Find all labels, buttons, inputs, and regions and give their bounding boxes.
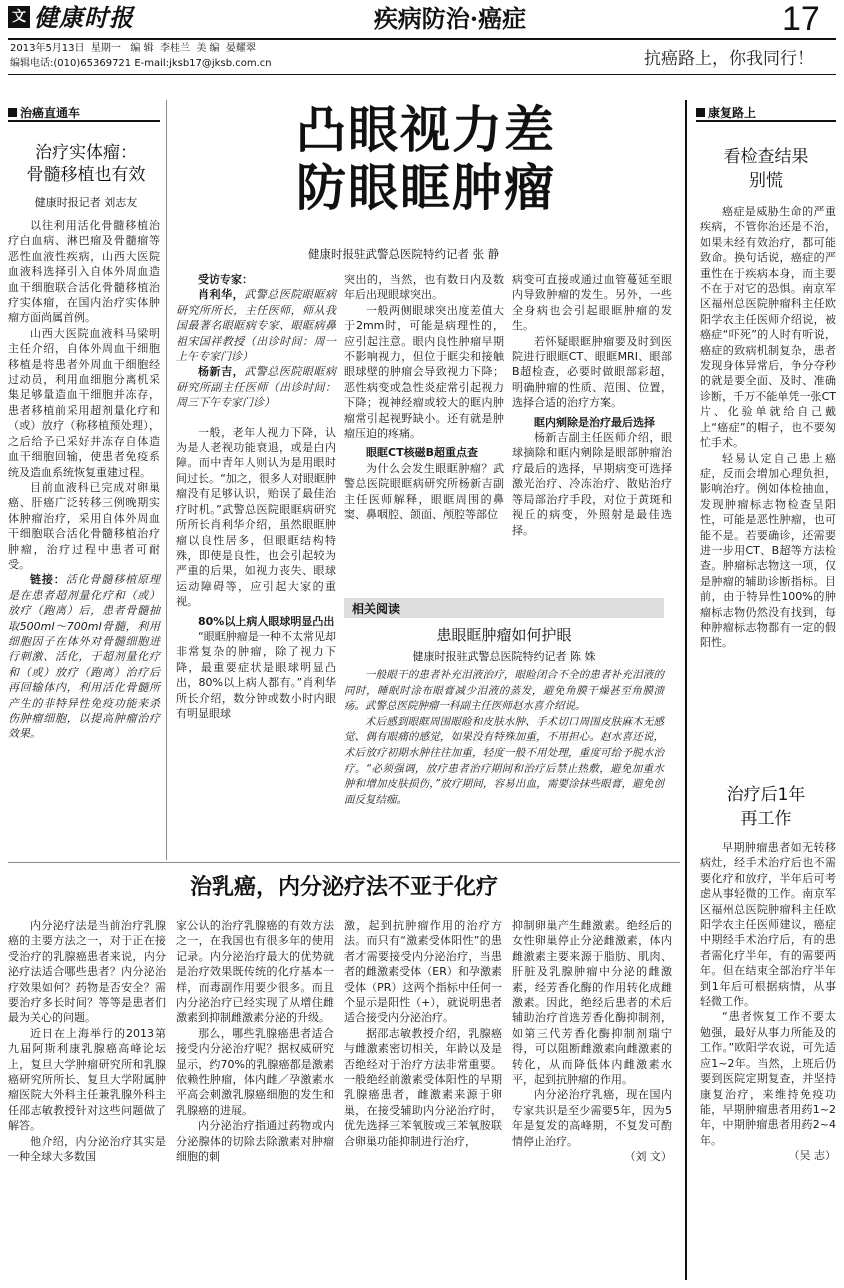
slogan: 抗癌路上，你我同行！ [644,49,814,69]
right-headline-1b: 别慌 [749,171,783,191]
right-paragraph: 早期肿瘤患者如无转移病灶，经手术治疗后也不需要化疗和放疗，半年后可考虑从事轻微的工作。南京军区福州总医院肿瘤科主任欧阳学农主任医师建议，癌症中期经手术治疗后，有的患者需化疗半年，有的需要两年。但在结束全部治疗半年到1年后可根据病情，从事轻微工作。 [700,841,836,1009]
right-paragraph: 癌症是威胁生命的严重疾病，不管你治还是不治，如果未经有效治疗，都可能致命。换句话说，癌症的严重性在于疾病本身，而主要不在于对它的恐惧。南京军区福州总医院肿瘤科主任欧阳学农主任医师介绍说，被癌症“吓死”的人时有听说，癌症的致病机制复杂，患者发现身体异常后，争分夺秒的就是要全面、及时、准确诊断，千万不能单凭一张CT片、化验单就给自己戴上“癌症”的帽子，也不要匆忙手术。 [700,205,836,450]
contact-line: 编辑电话:(010)65369721 E-mail:jksb17@jksb.com.cn [10,58,272,69]
main-column-1 [176,272,336,721]
main-headline-2: 防眼眶肿瘤 [296,158,556,217]
main-byline: 健康时报驻武警总医院特约记者 张 静 [308,247,500,261]
expert-2: 杨新吉，武警总医院眼眶病研究所副主任医师（出诊时间：周三下午专家门诊） [176,365,337,410]
bottom-byline: （刘 文） [624,1150,672,1164]
left-byline: 健康时报记者 刘志友 [34,196,138,209]
bottom-column-4 [512,918,672,1165]
main-paragraph: 杨新吉副主任医师介绍，眼球摘除和眶内剜除是眼部肿瘤治疗最后的选择，早期病变可选择激光治疗、冷冻治疗、散贴治疗等局部治疗手段，对位于黄斑和视丘的病变，外照射是最佳选择。 [512,431,672,537]
section-label-right: 康复路上 [696,104,756,121]
column-divider-right [685,100,687,1280]
date-line: 2013年5月13日 星期一 编 辑 李桂兰 美 编 晏耀翠 [10,43,256,54]
expert-1: 肖利华，武警总医院眼眶病研究所所长，主任医师，师从我国最著名眼眶病专家、眼眶病鼻祖宋国祥教授（出诊时间：周一上午专家门诊） [176,288,337,364]
left-body [8,218,160,742]
right-paragraph: “患者恢复工作不要太勉强，最好从事力所能及的工作。”欧阳学农说，可先适应1~2年。当然，上班后仍要到医院定期复查，并坚持康复治疗，来维持免疫功能，早期肿瘤患者用药1~2年，中期肿瘤患者用药2~4年。 [700,1010,836,1147]
bottom-column-2 [176,918,334,1165]
bottom-column-1 [8,918,166,1165]
bottom-paragraph: 据邵志敏教授介绍，乳腺癌与雌激素密切相关，年龄以及是否绝经对于治疗方法非常重要。一般绝经前激素受体阳性的早期乳腺癌患者，雌激素来源于卵巢，在接受辅助内分泌治疗时，优先选择三苯氧胺或三苯氧胺联合卵巢功能抑制进行治疗， [344,1026,502,1148]
related-paragraph: 一般眼干的患者补充泪液治疗，眼睑闭合不全的患者补充泪液的同时，睡眠时涂布眼膏减少泪液的蒸发，避免角膜干燥甚至角膜溃疡。武警总医院肿瘤一科副主任医师赵水喜介绍说。 [344,669,664,713]
right-body-2 [700,840,836,1164]
masthead-rule-top [8,38,836,40]
main-paragraph: “眼眶肿瘤是一种不太常见却非常复杂的肿瘤，除了视力下降，最重要症状是眼球明显凸出，80%以上病人都有。”肖利华所长介绍，数分钟或数小时内眼有明显眼球 [176,629,336,720]
left-headline-1: 治疗实体瘤： [35,143,137,163]
right-paragraph: 轻易认定自己患上癌症，反而会增加心理负担，影响治疗。例如体检抽血，发现肿瘤标志物检查呈阳性，可能是恶性肿瘤，也可能不是。若要确诊，还需要进一步用CT、B超等方法检查。肿瘤标志物这一项，仅是肿瘤的辅助诊断指标。目前，由于特异性100%的肿瘤标志物仍然没有找到，每种肿瘤标志物都有一定的假阳性。 [700,451,836,650]
bottom-paragraph: 内分泌疗法是当前治疗乳腺癌的主要方法之一，对于正在接受治疗的乳腺癌患者来说，内分泌疗法适合哪些患者？内分泌治疗效果如何？药物是否安全？需要治疗多长时间？等等是患者们最为关心的问题。 [8,919,166,1025]
right-headline-2a: 治疗后1年 [726,785,806,805]
related-label: 相关阅读 [352,602,401,616]
bottom-paragraph: 内分泌治疗指通过药物或内分泌腺体的切除去除激素对肿瘤细胞的刺 [176,1119,334,1164]
bottom-headline: 治乳癌，内分泌疗法不亚于化疗 [189,874,498,900]
right-headline-2b: 再工作 [740,809,792,829]
bottom-paragraph: 近日在上海举行的2013第九届阿斯利康乳腺癌高峰论坛上，复旦大学肿瘤研究所和乳腺癌研究所所长、复旦大学附属肿瘤医院大外科主任兼乳腺外科主任邵志敏教授针对这些问题做了解答。 [8,1026,166,1133]
sub-head-3: 眶内剜除是治疗最后选择 [534,415,655,429]
bottom-paragraph: 那么，哪些乳腺癌患者适合接受内分泌治疗呢？据权威研究显示，约70%的乳腺癌都是激素依赖性肿瘤，体内雌／孕激素水平高会刺激乳腺癌细胞的发生和乳腺癌的进展。 [176,1026,334,1117]
main-column-3 [512,272,672,538]
right-body-1 [700,204,836,651]
main-paragraph: 一般，老年人视力下降，认为是人老视功能衰退，或是白内障。而中青年人则认为是用眼时间过长。“加之，很多人对眼眶肿瘤没有足够认识，贻误了最佳治疗时机。”武警总医院眼眶病研究所所长肖利华介绍，虽然眼眶肿瘤以良性居多，但眼眶结构特殊，即使是良性，也会引起较为严重的后果，如视力丧失、眼球运动障碍等，应引起大家的重视。 [176,425,336,609]
section-title: 疾病防治·癌症 [373,4,527,33]
experts-title: 受访专家： [198,273,253,286]
main-paragraph: 为什么会发生眼眶肿瘤？武警总医院眼眶病研究所杨新吉副主任医师解释，眼眶周围的鼻窦、鼻咽腔、颌面、颅腔等部位 [344,461,504,522]
left-paragraph: 山西大医院血液科马梁明主任介绍，自体外周血干细胞移植是将患者外周血干细胞经过动员，利用血细胞分离机采集足够量造血干细胞并冻存，患者移植前采用超剂量化疗和（或）放疗（称移植预处理），之后给予已采好并冻存自体造血干细胞回输，使患者免疫系统及造血系统恢复重建过程。 [8,326,160,479]
logo-mark-icon: 文 [8,6,30,28]
related-label-bar [344,598,664,618]
square-bullet-icon [8,108,17,117]
bottom-column-3 [344,918,502,1149]
related-body [344,668,664,808]
section-rule-right [696,120,836,122]
sub-head-1: 80%以上病人眼球明显凸出 [198,614,335,628]
main-paragraph: 病变可直接或通过血管蔓延至眼内导致肿瘤的发生。另外，一些全身病也会引起眼眶肿瘤的发生。 [512,273,672,333]
main-paragraph: 若怀疑眼眶肿瘤要及时到医院进行眼眶CT、眼眶MRI、眼部B超检查，必要时做眼部彩超，明确肿瘤的性质、范围、位置，选择合适的治疗方案。 [512,334,672,410]
bottom-paragraph: 抑制卵巢产生雌激素。绝经后的女性卵巢停止分泌雌激素，体内雌激素主要来源于脂肪、肌肉、肝脏及乳腺肿瘤中分泌的雌激素，经芳香化酶的作用转化成雌激素。因此，绝经后患者的术后辅助治疗首选芳香化酶抑制剂，如第三代芳香化酶抑制剂瑞宁得，可以阻断雌激素向雌激素的转化，从而降低体内雌激素水平，起到抗肿瘤的作用。 [512,919,672,1087]
left-link: 链接：活化骨髓移植原理是在患者超剂量化疗和（或）放疗（跑离）后，患者骨髓抽取500ml～700ml骨髓，利用细胞因子在体外对骨髓细胞进行刺激、活化，于超剂量化疗和（或）放疗（跑离）治疗后再回输体内，利用活化骨髓所产生的非特异性免疫功能来杀伤肿瘤细胞，以提高肿瘤治疗效果。 [8,573,161,741]
main-headline-1: 凸眼视力差 [296,100,556,159]
column-divider-left [166,100,167,860]
right-byline: （吴 志） [788,1149,836,1163]
newspaper-logo: 健康时报 [34,3,134,32]
masthead-rule-bottom [8,74,836,75]
square-bullet-icon [696,108,705,117]
bottom-story-rule [8,862,680,863]
sub-head-2: 眼眶CT核磁B超重点查 [366,446,478,460]
bottom-paragraph: 他介绍，内分泌治疗其实是一种全球大多数国 [8,1134,166,1164]
bottom-paragraph: 内分泌治疗乳癌，现在国内专家共识是至少需要5年，因为5年是复发的高峰期，不复发可酌情停止治疗。 [512,1088,672,1148]
section-rule-left [8,120,160,122]
related-headline: 患眼眶肿瘤如何护眼 [436,626,572,644]
bottom-paragraph: 激，起到抗肿瘤作用的治疗方法。而只有“激素受体阳性”的患者才需要接受内分泌治疗，当患者的雌激素受体（ER）和孕激素受体（PR）这两个指标中任何一个显示是阳性（+），就说明患者适合接受内分泌治疗。 [344,919,502,1025]
main-column-2 [344,272,504,523]
section-label-left: 治癌直通车 [8,104,80,121]
right-headline-1a: 看检查结果 [723,147,809,167]
left-paragraph: 以往利用活化骨髓移植治疗白血病、淋巴瘤及骨髓瘤等恶性血液性疾病，山西大医院血液科选择引入自体外周血造血干细胞联合活化骨髓移植治疗实体瘤，在国内治疗实体肿瘤方面尚属首例。 [8,219,160,325]
page-number: 17 [782,0,820,38]
bottom-paragraph: 家公认的治疗乳腺癌的有效方法之一，在我国也有很多年的使用记录。内分泌治疗最大的优势就是治疗效果既传统的化疗基本一样，而毒副作用要少很多。而且内分泌治疗已经实现了从增住雌激素到抑制雌激素分泌的升级。 [176,919,334,1025]
main-paragraph: 一般两侧眼球突出度差值大于2mm时，可能是病理性的，应引起注意。眼内良性肿瘤早期不影响视力，但位于眶尖和接触眼球壁的肿瘤会导致视力下降；恶性病变或急性炎症常引起视力下降；视神经瘤或较大的眶内肿瘤常引起视野缺小。还有就是肿瘤压迫的疼痛。 [344,303,504,441]
related-paragraph: 术后感到眼眶周围眼睑和皮肤水肿、手术切口周围皮肤麻木无感觉、偶有眼痛的感觉，如果没有特殊加重，不用担心。赵水喜还说，术后放疗初期水肿往往加重，轻度一般不用处理，重度可给予脱水治疗。“必须强调，放疗患者治疗期间和治疗后禁止热敷，避免加重水肿和增加皮肤损伤，”放疗期间，容易出血，需要涂抹些眼膏，避免创面反复结痂。 [344,715,664,806]
left-paragraph: 目前血液科已完成对卵巢癌、肝癌广泛转移三例晚期实体肿瘤治疗，采用自体外周血干细胞联合活化骨髓移植治疗肿瘤，治疗过程中患者可耐受。 [8,480,160,571]
main-paragraph: 突出的，当然，也有数日内及数年后出现眼球突出。 [344,273,504,302]
left-headline-2: 骨髓移植也有效 [26,165,146,185]
related-byline: 健康时报驻武警总医院特约记者 陈 姝 [412,650,596,663]
